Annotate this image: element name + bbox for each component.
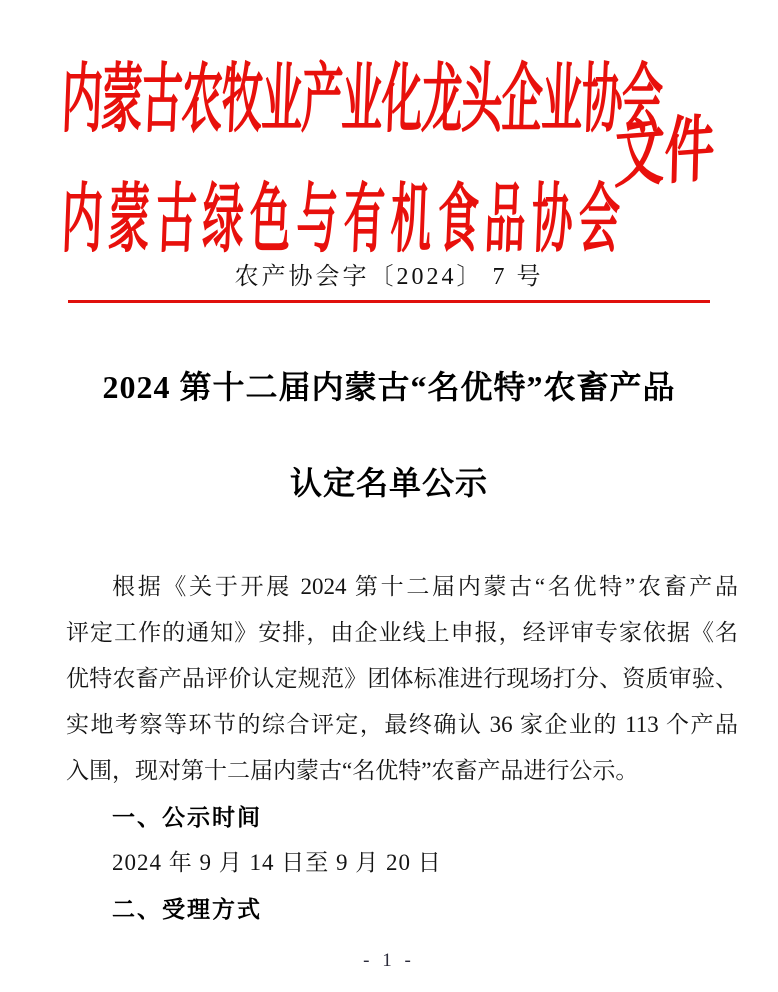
red-header-rule: [68, 300, 710, 303]
letterhead-org-line1: 内蒙古农牧业产业化龙头企业协会: [60, 56, 664, 142]
letterhead-org-line2: 内蒙古绿色与有机食品协会: [60, 176, 628, 262]
paragraph-line: 根据《关于开展 2024 第十二届内蒙古“名优特”农畜产品: [112, 574, 738, 599]
paragraph-line: 优特农畜产品评价认定规范》团体标准进行现场打分、资质审验、: [66, 666, 738, 691]
section2-heading: 二、受理方式: [112, 896, 262, 922]
document-body: [66, 564, 738, 932]
letterhead-doc-type: 文件: [613, 107, 716, 197]
document-number: 农产协会字〔2024〕 7 号: [234, 264, 544, 290]
paragraph-line: 入围，现对第十二届内蒙古“名优特”农畜产品进行公示。: [66, 758, 639, 783]
paragraph-line: 评定工作的通知》安排，由企业线上申报，经评审专家依据《名: [66, 620, 738, 645]
page-number: - 1 -: [363, 950, 415, 971]
document-title-line2: 认定名单公示: [289, 465, 488, 501]
section1-heading: 一、公示时间: [112, 804, 262, 830]
paragraph-line: 实地考察等环节的综合评定，最终确认 36 家企业的 113 个产品: [66, 712, 738, 737]
section1-date: 2024 年 9 月 14 日至 9 月 20 日: [112, 850, 442, 875]
document-title-line1: 2024 第十二届内蒙古“名优特”农畜产品: [102, 369, 676, 405]
